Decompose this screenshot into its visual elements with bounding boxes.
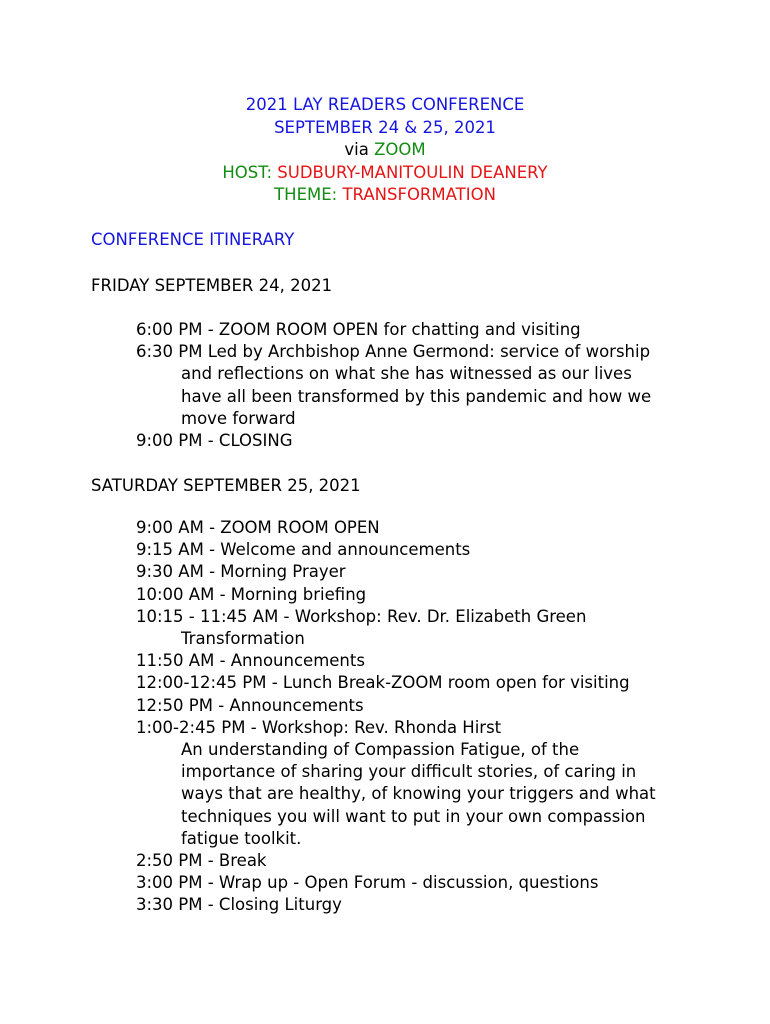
venue-prefix: via — [344, 140, 375, 159]
schedule-item-text: 12:50 PM - Announcements — [136, 695, 364, 715]
friday-schedule — [136, 319, 696, 452]
venue-value: ZOOM — [374, 140, 426, 159]
schedule-item-text: 2:50 PM - Break — [136, 851, 267, 871]
conference-header — [0, 94, 770, 207]
schedule-item-text: 9:00 PM - CLOSING — [136, 431, 293, 451]
schedule-item-continuation: ways that are healthy, of knowing your triggers and what — [181, 784, 656, 804]
schedule-item — [136, 517, 696, 539]
schedule-item-continuation: and reflections on what she has witnessed as our lives — [181, 364, 632, 384]
friday-heading: FRIDAY SEPTEMBER 24, 2021 — [91, 276, 333, 295]
host-label: HOST: — [222, 162, 278, 182]
schedule-item-continuation: techniques you will want to put in your own compassion — [181, 806, 646, 826]
schedule-item-text: 9:00 AM - ZOOM ROOM OPEN — [136, 518, 380, 537]
schedule-item — [136, 584, 696, 606]
schedule-item-continuation: importance of sharing your difficult stories, of caring in — [181, 762, 637, 782]
theme-value: TRANSFORMATION — [342, 185, 496, 204]
theme-label: THEME: — [274, 185, 343, 204]
schedule-item — [136, 894, 696, 916]
itinerary-title: CONFERENCE ITINERARY — [91, 230, 295, 249]
conference-dates: SEPTEMBER 24 & 25, 2021 — [274, 117, 496, 137]
schedule-item-text: 3:00 PM - Wrap up - Open Forum - discussion, questions — [136, 873, 599, 893]
schedule-item — [136, 539, 696, 561]
schedule-item-continuation: Transformation — [181, 629, 305, 649]
schedule-item-text: 3:30 PM - Closing Liturgy — [136, 895, 342, 915]
conference-host-line — [0, 162, 770, 185]
saturday-heading: SATURDAY SEPTEMBER 25, 2021 — [91, 476, 361, 495]
schedule-item-text: 10:00 AM - Morning briefing — [136, 584, 367, 604]
schedule-item-continuation: have all been transformed by this pandemic and how we — [181, 386, 652, 406]
host-value: SUDBURY-MANITOULIN DEANERY — [277, 162, 548, 182]
schedule-item-continuation: move forward — [181, 408, 296, 428]
schedule-item-continuation: fatigue toolkit. — [181, 828, 302, 848]
schedule-item — [136, 430, 696, 452]
schedule-item-text: 11:50 AM - Announcements — [136, 651, 365, 671]
schedule-item — [136, 319, 696, 341]
schedule-item-text: 9:15 AM - Welcome and announcements — [136, 540, 471, 560]
schedule-item — [136, 341, 696, 430]
conference-title: 2021 LAY READERS CONFERENCE — [245, 95, 525, 114]
schedule-item-text: 10:15 - 11:45 AM - Workshop: Rev. Dr. Elizabeth Green — [136, 606, 587, 626]
schedule-item — [136, 850, 696, 872]
schedule-item — [136, 695, 696, 717]
schedule-item — [136, 717, 696, 850]
schedule-item-text: 6:30 PM Led by Archbishop Anne Germond: service of worship — [136, 342, 651, 362]
schedule-item-text: 12:00-12:45 PM - Lunch Break-ZOOM room open for visiting — [136, 673, 630, 693]
schedule-item-continuation: An understanding of Compassion Fatigue, of the — [181, 740, 580, 760]
schedule-item-text: 1:00-2:45 PM - Workshop: Rev. Rhonda Hirst — [136, 717, 502, 737]
conference-venue-line — [0, 139, 770, 162]
schedule-item — [136, 606, 696, 650]
conference-theme-line — [0, 184, 770, 207]
schedule-item — [136, 672, 696, 694]
schedule-item — [136, 872, 696, 894]
schedule-item-text: 9:30 AM - Morning Prayer — [136, 562, 346, 582]
saturday-schedule — [136, 517, 696, 917]
schedule-item — [136, 650, 696, 672]
schedule-item-text: 6:00 PM - ZOOM ROOM OPEN for chatting and visiting — [136, 320, 581, 339]
schedule-item — [136, 561, 696, 583]
